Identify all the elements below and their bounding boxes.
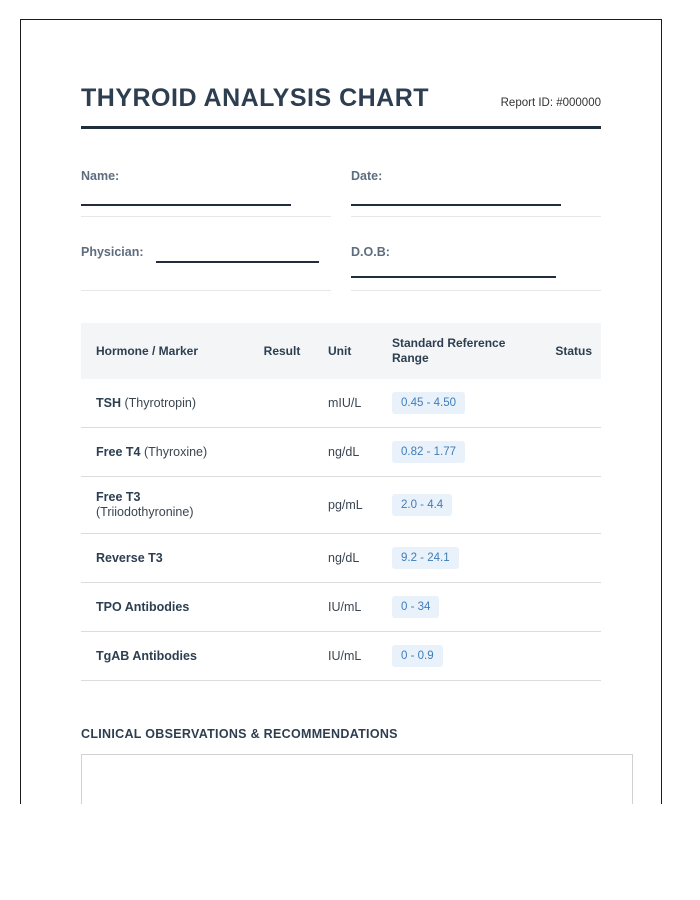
table-row [81, 379, 601, 428]
table-row [81, 632, 601, 681]
dob-field-group [351, 245, 601, 291]
status-cell [524, 379, 601, 428]
marker-cell [81, 583, 250, 632]
result-cell [250, 534, 314, 583]
status-cell [524, 632, 601, 681]
range-cell [372, 632, 524, 681]
observations-textarea[interactable] [81, 754, 633, 804]
unit-cell: IU/mL [314, 632, 372, 681]
date-input-line[interactable] [351, 204, 561, 206]
marker-name: TSH [96, 395, 121, 410]
table-row [81, 428, 601, 477]
unit-cell: mIU/L [314, 379, 372, 428]
result-cell [250, 632, 314, 681]
physician-field-group [81, 245, 331, 291]
col-header-result: Result [250, 323, 314, 379]
title-rule [81, 126, 601, 129]
date-field-group [351, 169, 601, 217]
report-header [81, 86, 601, 111]
marker-name: TgAB Antibodies [96, 648, 197, 663]
hormone-results-table [81, 323, 601, 681]
range-badge: 0 - 0.9 [392, 645, 443, 667]
marker-name: TPO Antibodies [96, 599, 190, 614]
result-cell [250, 477, 314, 534]
col-header-status: Status [524, 323, 601, 379]
marker-cell [81, 477, 250, 534]
marker-name: Reverse T3 [96, 550, 163, 565]
range-cell [372, 583, 524, 632]
marker-cell [81, 632, 250, 681]
dob-input-line[interactable] [351, 276, 556, 278]
date-label: Date: [351, 169, 383, 183]
unit-cell: ng/dL [314, 428, 372, 477]
table-row [81, 583, 601, 632]
physician-label: Physician: [81, 245, 144, 259]
table-header-row [81, 323, 601, 379]
physician-input-line[interactable] [156, 261, 319, 263]
range-cell [372, 477, 524, 534]
marker-name: Free T3 [96, 490, 141, 504]
marker-cell [81, 428, 250, 477]
report-page [20, 19, 662, 804]
patient-info-form [81, 169, 601, 291]
col-header-range: Standard Reference Range [372, 323, 524, 379]
result-cell [250, 379, 314, 428]
status-cell [524, 583, 601, 632]
col-header-marker: Hormone / Marker [81, 323, 250, 379]
observations-heading: CLINICAL OBSERVATIONS & RECOMMENDATIONS [81, 727, 398, 741]
marker-cell [81, 534, 250, 583]
report-id: Report ID: #000000 [500, 96, 601, 109]
marker-note: (Thyrotropin) [124, 395, 197, 410]
name-input-line[interactable] [81, 204, 291, 206]
marker-name: Free T4 [96, 444, 141, 459]
table-row [81, 534, 601, 583]
range-cell [372, 534, 524, 583]
status-cell [524, 534, 601, 583]
dob-label: D.O.B: [351, 245, 390, 259]
unit-cell: IU/mL [314, 583, 372, 632]
range-badge: 0 - 34 [392, 596, 439, 618]
page-title: THYROID ANALYSIS CHART [81, 84, 430, 112]
marker-note: (Triiodothyronine) [96, 505, 194, 519]
range-badge: 0.45 - 4.50 [392, 392, 465, 414]
unit-cell: ng/dL [314, 534, 372, 583]
range-cell [372, 379, 524, 428]
marker-note: (Thyroxine) [143, 444, 208, 459]
status-cell [524, 428, 601, 477]
marker-cell [81, 379, 250, 428]
result-cell [250, 583, 314, 632]
table-row [81, 477, 601, 534]
result-cell [250, 428, 314, 477]
unit-cell: pg/mL [314, 477, 372, 534]
range-badge: 9.2 - 24.1 [392, 547, 459, 569]
range-badge: 0.82 - 1.77 [392, 441, 465, 463]
range-badge: 2.0 - 4.4 [392, 494, 452, 516]
col-header-unit: Unit [314, 323, 372, 379]
range-cell [372, 428, 524, 477]
name-field-group [81, 169, 331, 217]
name-label: Name: [81, 169, 120, 183]
status-cell [524, 477, 601, 534]
